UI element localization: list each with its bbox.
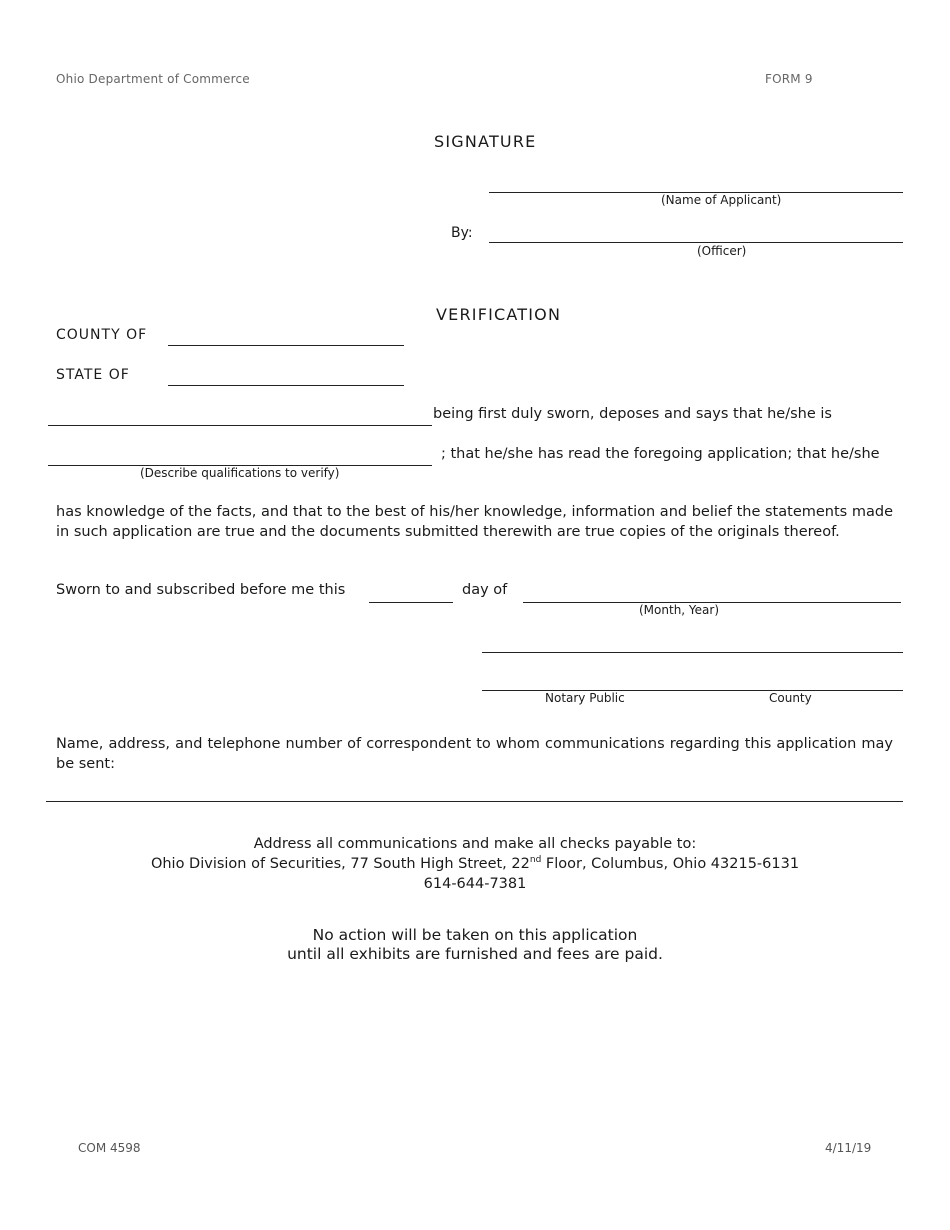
address-line-2 — [0, 854, 950, 874]
state-label: STATE OF — [56, 367, 130, 383]
officer-field[interactable] — [489, 220, 903, 243]
address-phone: 614-644-7381 — [423, 876, 527, 892]
signature-title: SIGNATURE — [434, 132, 537, 151]
qualifications-field[interactable] — [48, 443, 432, 466]
subscribed-label: Sworn to and subscribed before me this — [56, 582, 346, 598]
address-street: Ohio Division of Securities, 77 South High Street, 22 — [150, 856, 530, 872]
form-number: FORM 9 — [765, 72, 813, 86]
correspondent-paragraph: Name, address, and telephone number of correspondent to whom communications regarding this application may be sent: — [56, 736, 893, 772]
by-label: By: — [451, 225, 473, 241]
address-city: Floor, Columbus, Ohio 43215-6131 — [541, 856, 800, 872]
verification-title: VERIFICATION — [436, 305, 562, 324]
department-name: Ohio Department of Commerce — [56, 72, 250, 86]
read-application-text: ; that he/she has read the foregoing application; that he/she — [441, 446, 880, 462]
floor-ordinal-suffix: nd — [529, 855, 542, 866]
form-code: COM 4598 — [78, 1141, 141, 1155]
correspondent-field[interactable] — [46, 779, 903, 802]
state-field[interactable] — [168, 363, 404, 386]
address-line-1: Address all communications and make all checks payable to: — [253, 836, 697, 852]
affiant-name-field[interactable] — [48, 403, 432, 426]
notary-public-caption: Notary Public — [545, 691, 625, 705]
officer-caption: (Officer) — [697, 244, 747, 258]
qualifications-caption: (Describe qualifications to verify) — [140, 466, 340, 480]
applicant-name-field[interactable] — [489, 170, 903, 193]
month-year-field[interactable] — [523, 580, 901, 603]
notary-county-field[interactable] — [482, 668, 903, 691]
applicant-name-caption: (Name of Applicant) — [661, 193, 782, 207]
notary-signature-field[interactable] — [482, 630, 903, 653]
knowledge-paragraph: has knowledge of the facts, and that to the best of his/her knowledge, information and belief the statements made in such application are true and the documents submitted therewith are true copies of the originals thereof. — [56, 504, 893, 540]
month-year-caption: (Month, Year) — [639, 603, 720, 617]
day-field[interactable] — [369, 580, 453, 603]
notice-line-2: until all exhibits are furnished and fees are paid. — [287, 945, 663, 963]
revision-date: 4/11/19 — [825, 1141, 872, 1155]
county-field[interactable] — [168, 323, 404, 346]
day-of-label: day of — [462, 582, 508, 598]
sworn-statement-text: being first duly sworn, deposes and says that he/she is — [433, 406, 832, 422]
county-label: COUNTY OF — [56, 327, 148, 343]
notice-line-1: No action will be taken on this application — [312, 926, 638, 944]
notary-county-caption: County — [769, 691, 812, 705]
